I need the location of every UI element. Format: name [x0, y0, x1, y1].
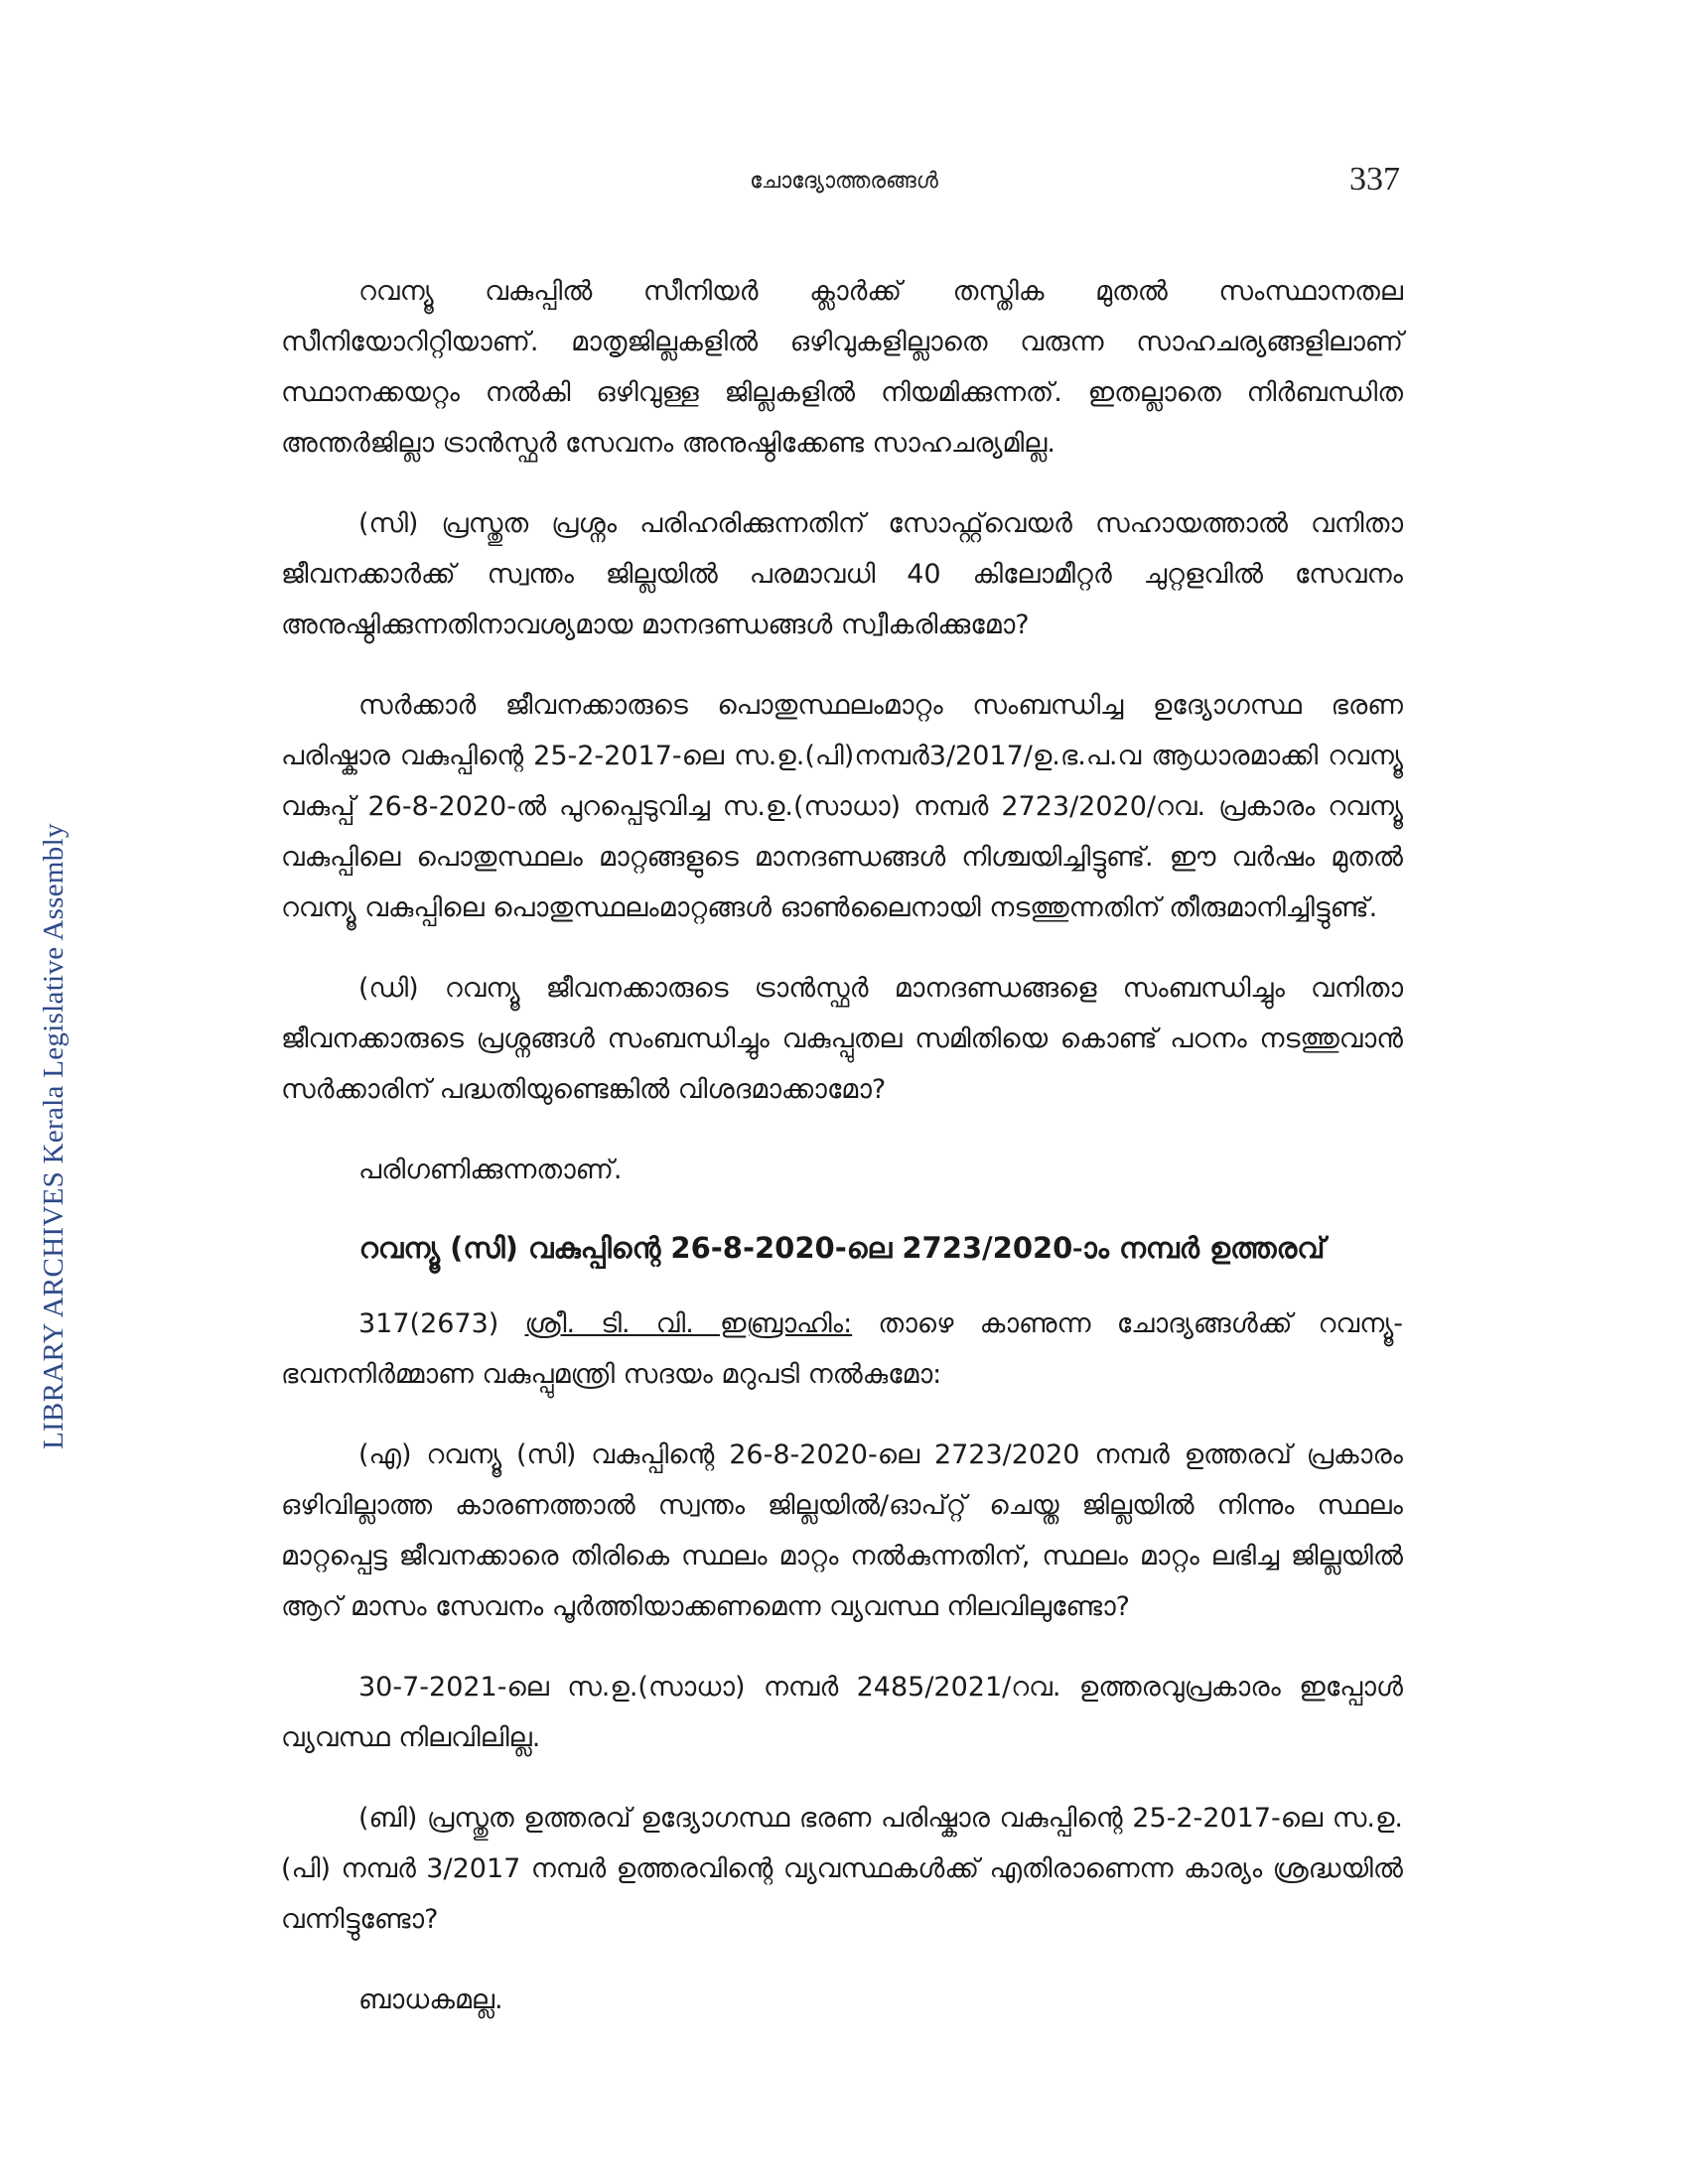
answer-c: സർക്കാർ ജീവനക്കാരുടെ പൊതുസ്ഥലംമാറ്റം സംബന്ധിച്ച ഉദ്യോഗസ്ഥ ഭരണ പരിഷ്കാര വകുപ്പിന്റെ 25-2-2017-ലെ സ.ഉ.(പി)നമ്പർ3/2017/ഉ.ഭ.പ.വ ആധാരമാക്കി റവന്യൂ വകുപ്പ് 26-8-2020-ൽ പുറപ്പെടുവിച്ച സ.ഉ.(സാധാ) നമ്പർ 2723/2020/റവ. പ്രകാരം റവന്യൂ വകുപ്പിലെ പൊതുസ്ഥലം മാറ്റങ്ങളുടെ മാനദണ്ഡങ്ങൾ നിശ്ചയിച്ചിട്ടുണ്ട്. ഈ വർഷം മുതൽ റവന്യൂ വകുപ്പിലെ പൊതുസ്ഥലംമാറ്റങ്ങൾ ഓൺലൈനായി നടത്തുന്നതിന് തീരുമാനിച്ചിട്ടുണ്ട്.: [281, 690, 1403, 923]
question-intro-text: താഴെ കാണുന്ന ചോദ്യങ്ങൾക്ക് റവന്യൂ-ഭവനനിർമ്മാണ വകുപ്പുമന്ത്രി സദയം മറുപടി നൽകുമോ:: [281, 1308, 1403, 1390]
question-number: 317(2673): [358, 1308, 499, 1339]
running-header: ചോദ്യോത്തരങ്ങൾ: [750, 169, 938, 194]
answer-d: പരിഗണിക്കുന്നതാണ്.: [358, 1155, 623, 1185]
answer-paragraph: റവന്യൂ വകുപ്പിൽ സീനിയർ ക്ലാർക്ക് തസ്തിക മുതൽ സംസ്ഥാനതല സീനിയോറിറ്റിയാണ്. മാതൃജില്ലകളിൽ ഒഴിവുകളില്ലാതെ വരുന്ന സാഹചര്യങ്ങളിലാണ് സ്ഥാനക്കയറ്റം നൽകി ഒഴിവുള്ള ജില്ലകളിൽ നിയമിക്കുന്നത്. ഇതല്ലാതെ നിർബന്ധിത അന്തർജില്ലാ ട്രാൻസ്ഫർ സേവനം അനുഷ്ഠിക്കേണ്ട സാഹചര്യമില്ല.: [281, 276, 1403, 459]
page-body: [281, 266, 1403, 2053]
answer-a: 30-7-2021-ലെ സ.ഉ.(സാധാ) നമ്പർ 2485/2021/റവ. ഉത്തരവുപ്രകാരം ഇപ്പോൾ വ്യവസ്ഥ നിലവിലില്ല.: [281, 1672, 1403, 1753]
question-intro: [281, 1298, 1403, 1400]
member-name: ശ്രീ. ടി. വി. ഇബ്രാഹിം:: [524, 1308, 853, 1339]
question-a: (എ) റവന്യൂ (സി) വകുപ്പിന്റെ 26-8-2020-ലെ 2723/2020 നമ്പർ ഉത്തരവ് പ്രകാരം ഒഴിവില്ലാത്ത കാരണത്താൽ സ്വന്തം ജില്ലയിൽ/ഓപ്റ്റ് ചെയ്ത ജില്ലയിൽ നിന്നും സ്ഥലം മാറ്റപ്പെട്ട ജീവനക്കാരെ തിരികെ സ്ഥലം മാറ്റം നൽകുന്നതിന്, സ്ഥലം മാറ്റം ലഭിച്ച ജില്ലയിൽ ആറ് മാസം സേവനം പൂർത്തിയാക്കണമെന്ന വ്യവസ്ഥ നിലവിലുണ്ടോ?: [281, 1439, 1403, 1622]
page-number: 337: [1349, 161, 1400, 198]
question-b: (ബി) പ്രസ്തുത ഉത്തരവ് ഉദ്യോഗസ്ഥ ഭരണ പരിഷ്കാര വകുപ്പിന്റെ 25-2-2017-ലെ സ.ഉ.(പി) നമ്പർ 3/2017 നമ്പർ ഉത്തരവിന്റെ വ്യവസ്ഥകൾക്ക് എതിരാണെന്ന കാര്യം ശ്രദ്ധയിൽ വന്നിട്ടുണ്ടോ?: [281, 1803, 1403, 1935]
question-c: (സി) പ്രസ്തുത പ്രശ്നം പരിഹരിക്കുന്നതിന് സോഫ്റ്റ്‌വെയർ സഹായത്താൽ വനിതാ ജീവനക്കാർക്ക് സ്വന്തം ജില്ലയിൽ പരമാവധി 40 കിലോമീറ്റർ ചുറ്റളവിൽ സേവനം അനുഷ്ഠിക്കുന്നതിനാവശ്യമായ മാനദണ്ഡങ്ങൾ സ്വീകരിക്കുമോ?: [281, 508, 1403, 640]
section-heading: റവന്യൂ (സി) വകുപ്പിന്റെ 26-8-2020-ലെ 2723/2020-ാം നമ്പർ ഉത്തരവ്: [358, 1231, 1326, 1265]
question-d: (ഡി) റവന്യൂ ജീവനക്കാരുടെ ട്രാൻസ്ഫർ മാനദണ്ഡങ്ങളെ സംബന്ധിച്ചും വനിതാ ജീവനക്കാരുടെ പ്രശ്നങ്ങൾ സംബന്ധിച്ചും വകുപ്പുതല സമിതിയെ കൊണ്ട് പഠനം നടത്തുവാൻ സർക്കാരിന് പദ്ധതിയുണ്ടെങ്കിൽ വിശദമാക്കാമോ?: [281, 973, 1403, 1105]
answer-b: ബാധകമല്ല.: [358, 1984, 503, 2015]
archive-watermark: LIBRARY ARCHIVES Kerala Legislative Assembly: [38, 823, 70, 1449]
